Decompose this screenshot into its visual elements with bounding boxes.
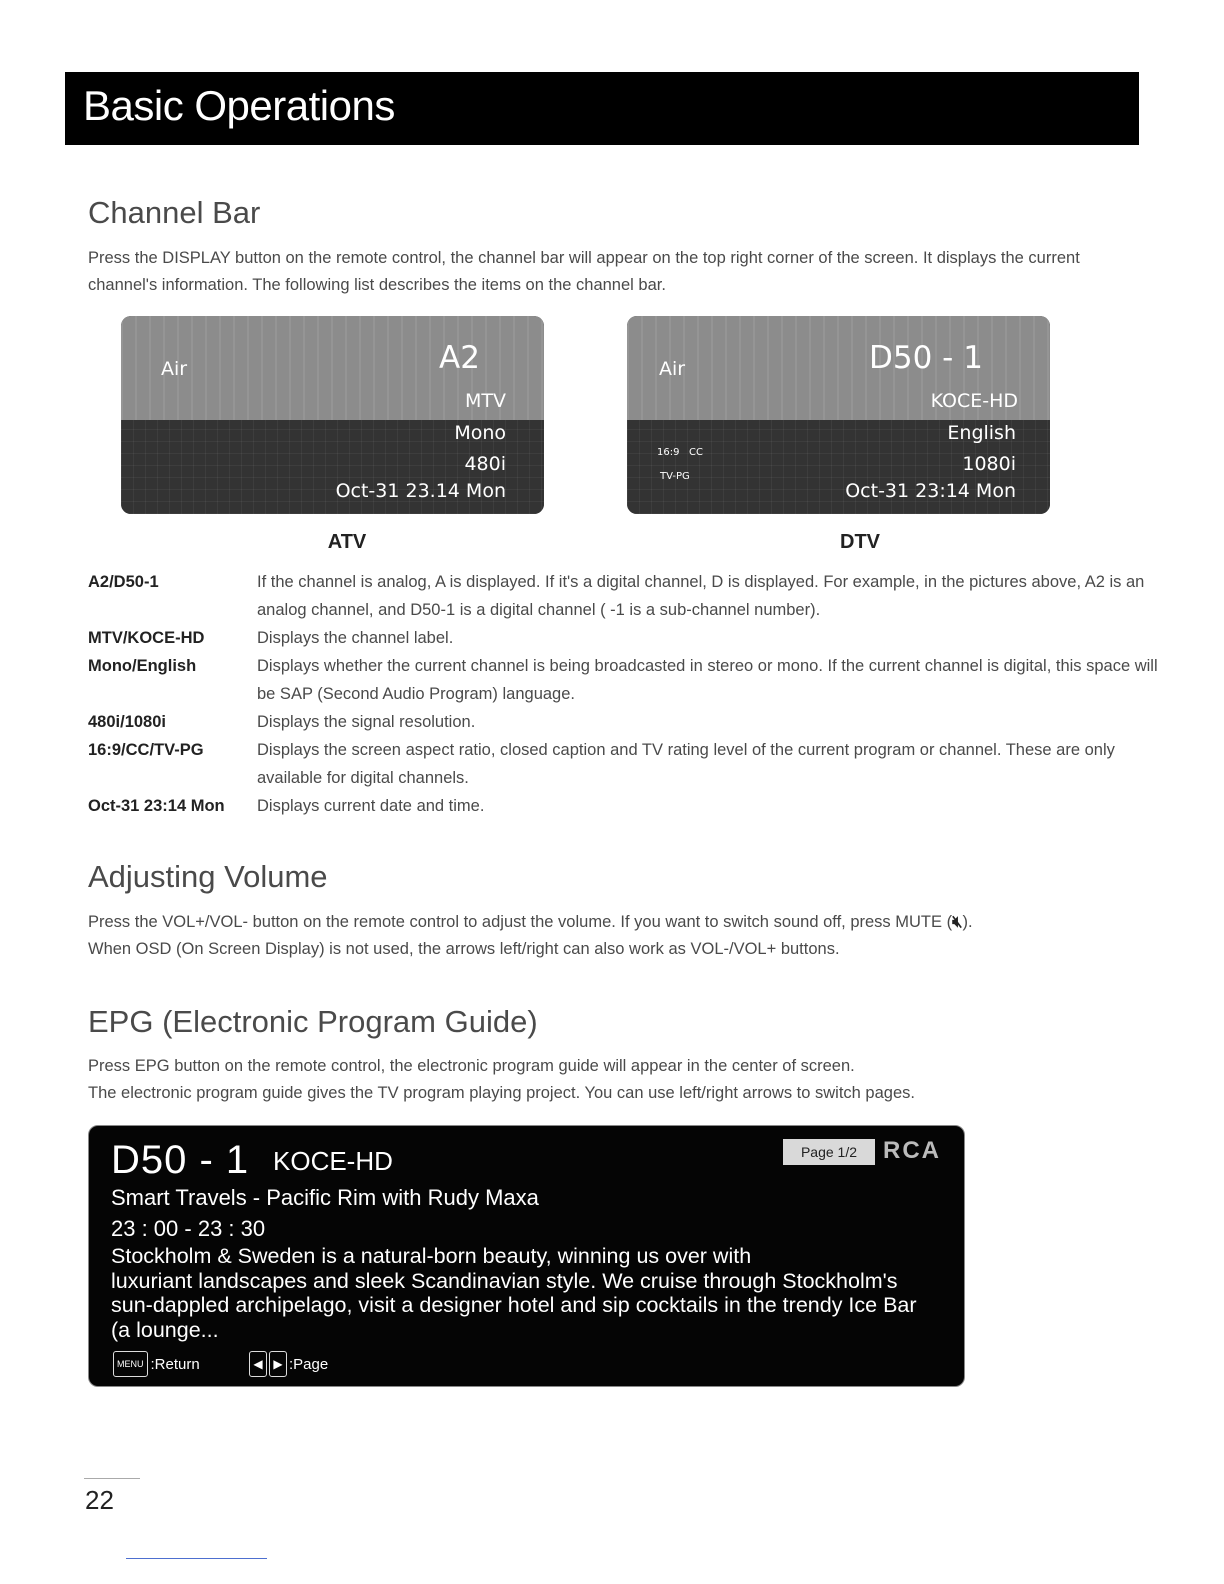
bottom-rule: [126, 1558, 267, 1559]
definition-row: [88, 624, 1158, 652]
page-title: Basic Operations: [83, 82, 395, 129]
epg-heading: EPG (Electronic Program Guide): [88, 1004, 538, 1039]
epg-page-indicator: Page 1/2: [783, 1139, 875, 1165]
page-number-rule: [84, 1478, 140, 1479]
definition-term: MTV/KOCE-HD: [88, 629, 205, 647]
volume-text: [88, 909, 1148, 963]
dtv-channel-number: D50 - 1: [869, 340, 983, 376]
definition-row: [88, 708, 1158, 736]
definition-desc: Displays whether the current channel is being broadcasted in stereo or mono. If the current channel is digital, this space will be SAP (Second Audio Program) language.: [257, 657, 1158, 703]
epg-text: [88, 1053, 1148, 1107]
epg-desc-line: Stockholm & Sweden is a natural-born beauty, winning us over with: [111, 1244, 752, 1268]
epg-desc-line: luxuriant landscapes and sleek Scandinavian style. We cruise through Stockholm's: [111, 1268, 898, 1293]
atv-datetime: Oct-31 23.14 Mon: [335, 480, 506, 502]
rca-logo: RCA: [883, 1137, 941, 1164]
volume-heading: Adjusting Volume: [88, 859, 328, 894]
epg-program-description: [111, 1244, 961, 1342]
header-banner: [65, 72, 1139, 145]
definition-term: 16:9/CC/TV-PG: [88, 741, 204, 759]
page-number: 22: [85, 1485, 114, 1515]
atv-channel-bar: [121, 316, 544, 514]
dtv-caption: DTV: [840, 531, 880, 553]
dtv-channel-label: KOCE-HD: [930, 390, 1018, 412]
definition-row: [88, 792, 1158, 820]
atv-channel-number: A2: [439, 340, 480, 376]
epg-channel-name: KOCE-HD: [273, 1146, 393, 1176]
epg-return-hint: [113, 1351, 200, 1377]
channel-bar-intro-text: Press the DISPLAY button on the remote control, the channel bar will appear on the top right corner of the screen. It displays the current channel's information. The following list describes the items on the channel bar.: [88, 249, 1080, 294]
epg-desc-line: sun-dappled archipelago, visit a designer hotel and sip cocktails in the trendy Ice Bar: [111, 1293, 917, 1317]
epg-panel: [88, 1125, 965, 1387]
definition-desc: If the channel is analog, A is displayed. If it's a digital channel, D is displayed. For example, in the pictures above, A2 is an analog channel, and D50-1 is a digital channel ( -1 is a sub-channel number).: [257, 573, 1145, 619]
channel-bar-definitions: [88, 568, 1158, 820]
definition-term: 480i/1080i: [88, 713, 166, 731]
return-label: :Return: [150, 1355, 200, 1373]
definition-desc: Displays the channel label.: [257, 629, 454, 647]
definition-desc: Displays the signal resolution.: [257, 713, 476, 731]
channel-bar-heading: Channel Bar: [88, 195, 261, 230]
dtv-cc: CC: [689, 447, 703, 458]
atv-source: Air: [161, 358, 188, 380]
atv-channel-label: MTV: [465, 390, 506, 412]
volume-line-1-text: Press the VOL+/VOL- button on the remote control to adjust the volume. If you want to switch sound off, press MUTE (: [88, 913, 953, 931]
dtv-source: Air: [659, 358, 686, 380]
volume-line-2: When OSD (On Screen Display) is not used, the arrows left/right can also work as VOL-/VOL+ buttons.: [88, 940, 840, 958]
mute-icon: 🔇︎: [952, 913, 963, 931]
menu-key-icon: MENU: [113, 1351, 148, 1377]
dtv-aspect-ratio: 16:9: [657, 447, 680, 458]
epg-desc-line: (a lounge...: [111, 1317, 219, 1342]
atv-audio: Mono: [454, 422, 506, 444]
dtv-datetime: Oct-31 23:14 Mon: [845, 480, 1016, 502]
definition-row: [88, 568, 1158, 624]
atv-caption: ATV: [327, 531, 367, 553]
channel-bar-intro: [88, 245, 1148, 299]
definition-desc: Displays current date and time.: [257, 797, 485, 815]
definition-desc: Displays the screen aspect ratio, closed caption and TV rating level of the current program or channel. These are only available for digital channels.: [257, 741, 1115, 787]
epg-program-title: Smart Travels - Pacific Rim with Rudy Maxa: [111, 1185, 539, 1210]
volume-line-1-end: ).: [962, 913, 973, 931]
right-arrow-icon: ▶: [269, 1351, 287, 1377]
left-arrow-icon: ◀: [249, 1351, 267, 1377]
definition-term: Mono/English: [88, 657, 197, 675]
definition-term: A2/D50-1: [88, 573, 159, 591]
epg-line-1: Press EPG button on the remote control, the electronic program guide will appear in the center of screen.: [88, 1057, 855, 1075]
atv-resolution: 480i: [464, 453, 506, 475]
epg-page-hint: [249, 1351, 328, 1377]
definition-row: [88, 652, 1158, 708]
definition-term: Oct-31 23:14 Mon: [88, 797, 225, 815]
dtv-resolution: 1080i: [962, 453, 1016, 475]
volume-line-1: [88, 909, 1148, 936]
dtv-channel-bar: [627, 316, 1050, 514]
definition-row: [88, 736, 1158, 792]
dtv-rating: TV-PG: [660, 471, 690, 482]
dtv-audio: English: [947, 422, 1016, 444]
epg-line-2: The electronic program guide gives the TV program playing project. You can use left/right arrows to switch pages.: [88, 1084, 915, 1102]
epg-channel-number: D50 - 1: [111, 1138, 250, 1182]
epg-program-time: 23 : 00 - 23 : 30: [111, 1216, 266, 1241]
page-label: :Page: [289, 1355, 329, 1373]
